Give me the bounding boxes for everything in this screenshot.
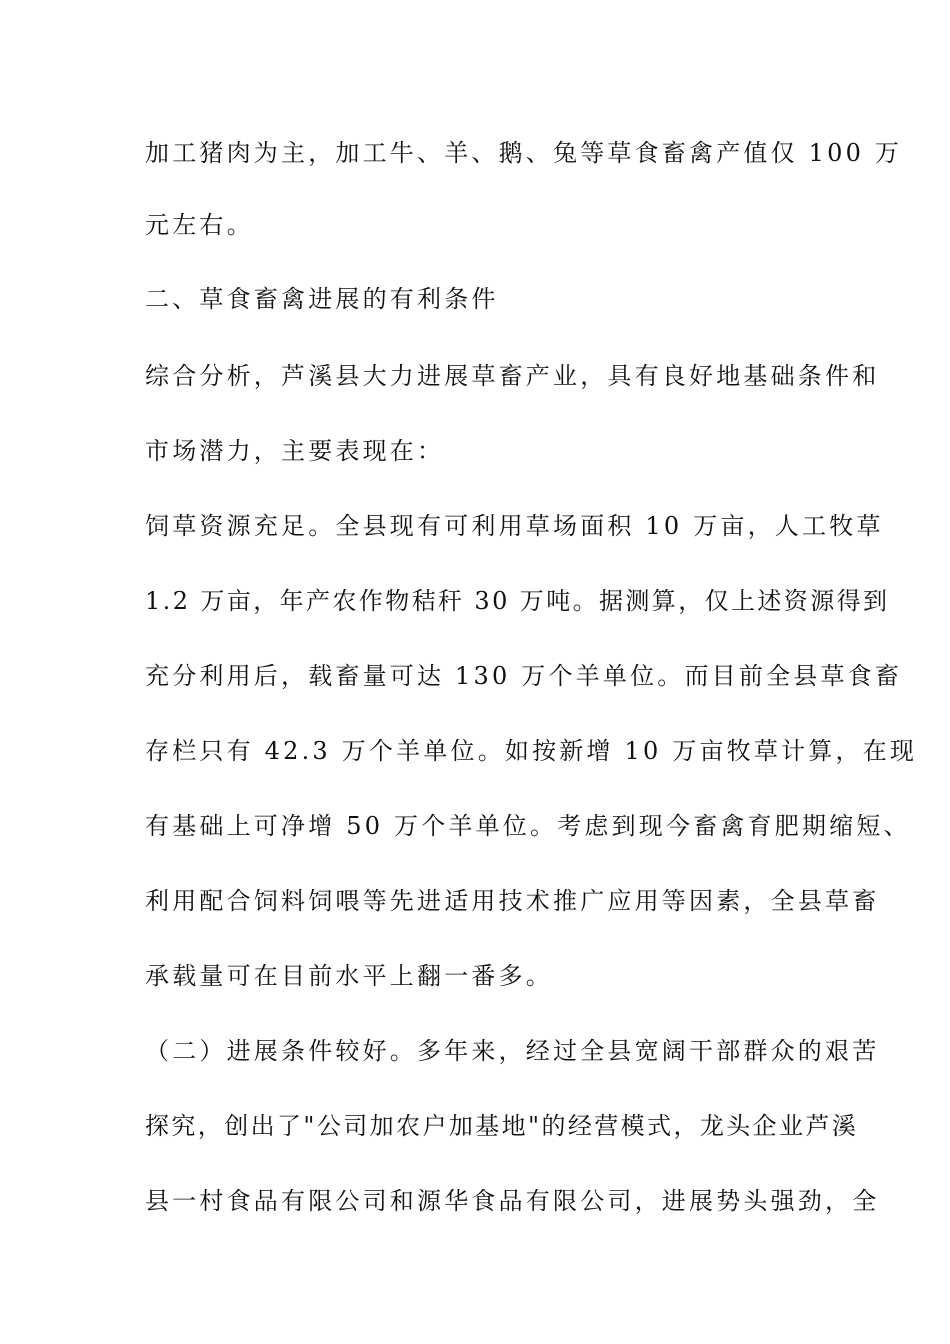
text-line-11: 利用配合饲料饲喂等先进适用技术推广应用等因素，全县草畜 [145, 887, 880, 915]
section-heading: 二、草食畜禽进展的有利条件 [145, 285, 499, 313]
text-line-4: 综合分析，芦溪县大力进展草畜产业，具有良好地基础条件和 [145, 362, 880, 390]
text-line-15: 县一村食品有限公司和源华食品有限公司，进展势头强劲，全 [145, 1187, 880, 1215]
text-line-7: 1.2 万亩，年产农作物秸秆 30 万吨。据测算，仅上述资源得到 [145, 587, 890, 615]
text-line-1: 加工猪肉为主，加工牛、羊、鹅、兔等草食畜禽产值仅 100 万 [145, 139, 903, 167]
text-line-5: 市场潜力，主要表现在： [145, 437, 445, 465]
text-line-6: 饲草资源充足。全县现有可利用草场面积 10 万亩，人工牧草 [145, 512, 884, 540]
text-line-8: 充分利用后，载畜量可达 130 万个羊单位。而目前全县草食畜 [145, 662, 903, 690]
text-line-2: 元左右。 [145, 211, 254, 239]
text-line-13: （二）进展条件较好。多年来，经过全县宽阔干部群众的艰苦 [145, 1037, 880, 1065]
text-line-14: 探究，创出了"公司加农户加基地"的经营模式，龙头企业芦溪 [145, 1112, 859, 1140]
text-line-12: 承载量可在目前水平上翻一番多。 [145, 962, 553, 990]
text-line-10: 有基础上可净增 50 万个羊单位。考虑到现今畜禽育肥期缩短、 [145, 812, 911, 840]
text-line-9: 存栏只有 42.3 万个羊单位。如按新增 10 万亩牧草计算，在现 [145, 737, 918, 765]
